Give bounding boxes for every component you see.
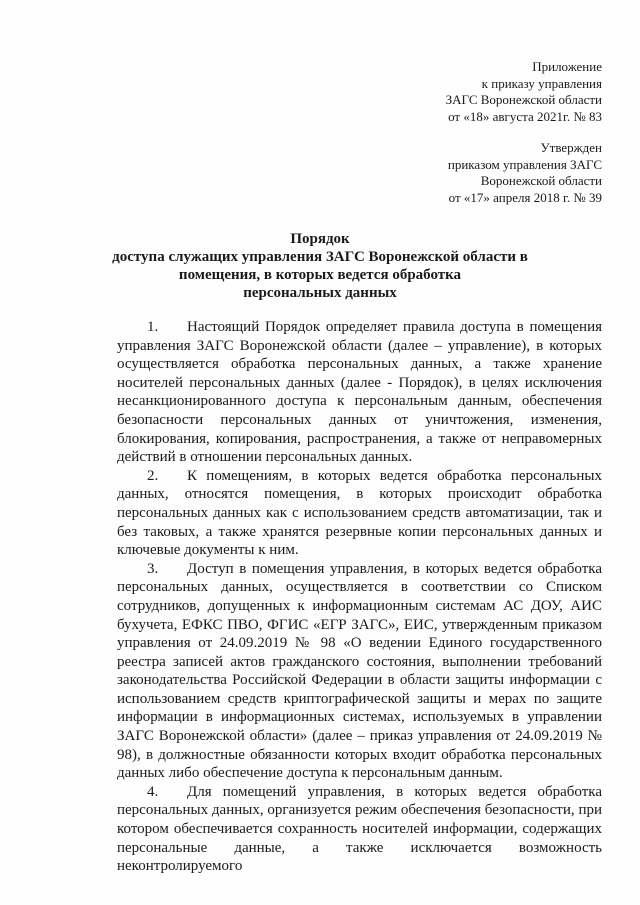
- appendix-line: к приказу управления: [481, 75, 602, 91]
- paragraph-text: Настоящий Порядок определяет правила доступа в помещения управления ЗАГС Воронежской области (далее – управление), в которых осуществляется обработка персональных данных, а также хранение носителей персональных данных (далее - Порядок), в целях исключения несанкционированного доступа к персональным данным, обеспечения безопасности персональных данных от уничтожения, изменения, блокирования, копирования, распространения, а также от неправомерных действий в отношении персональных данных.: [117, 319, 602, 466]
- paragraph-text: Для помещений управления, в которых ведется обработка персональных данных, организуется режим обеспечения безопасности, при котором обеспечивается сохранность носителей информации, содержащих персональные данные, а также исключается возможность неконтролируемого: [117, 783, 602, 875]
- paragraph-number: 1.: [147, 319, 159, 335]
- title-line: персональных данных: [243, 285, 397, 301]
- title-line: Порядок: [290, 231, 350, 247]
- paragraph-number: 2.: [147, 467, 159, 484]
- appendix-line: от «18» августа 2021г. № 83: [448, 108, 602, 124]
- title-line: доступа служащих управления ЗАГС Воронежской области в: [112, 249, 528, 265]
- paragraph-text: Доступ в помещения управления, в которых ведется обработка персональных данных, осуществляется в соответствии со Списком сотрудников, допущенных к информационным системам АС ДОУ, АИС бухучета, ЕФКС ПВО, ФГИС «ЕГР ЗАГС», ЕИС, утвержденным приказом управления от 24.09.2019 № 98 «О ведении Единого государственного реестра записей актов гражданского состояния, выполнении требований законодательства Российской Федерации в области защиты информации с использованием средств криптографической защиты и мерах по защите информации в информационных системах, используемых в управлении ЗАГС Воронежской области» (далее – приказ управления от 24.09.2019 № 98), в должностные обязанности которых входит обработка персональных данных либо обеспечение доступа к персональным данным.: [117, 560, 602, 782]
- paragraph-text: К помещениям, в которых ведется обработка персональных данных, относятся помещения, в которых происходит обработка персональных данных как с использованием средств автоматизации, так и без таковых, а также хранятся резервные копии персональных данных и ключевые документы к ним.: [117, 467, 602, 559]
- document-body: [117, 318, 602, 876]
- approval-line: Утвержден: [540, 140, 602, 155]
- paragraph-1: [117, 318, 602, 467]
- paragraph-2: [117, 467, 602, 560]
- title-line: помещения, в которых ведется обработка: [178, 267, 462, 283]
- approval-line: приказом управления ЗАГС: [447, 156, 602, 172]
- paragraph-4: [117, 783, 602, 876]
- approval-line: Воронежской области: [480, 173, 602, 188]
- paragraph-number: 4.: [147, 783, 159, 800]
- appendix-line: Приложение: [532, 59, 602, 74]
- document-title: [0, 230, 640, 302]
- appendix-header: [446, 59, 602, 125]
- appendix-line: ЗАГС Воронежской области: [445, 92, 602, 107]
- approval-line: от «17» апреля 2018 г. № 39: [448, 189, 602, 205]
- paragraph-3: [117, 560, 602, 783]
- paragraph-number: 3.: [147, 560, 159, 577]
- approval-header: [448, 140, 602, 206]
